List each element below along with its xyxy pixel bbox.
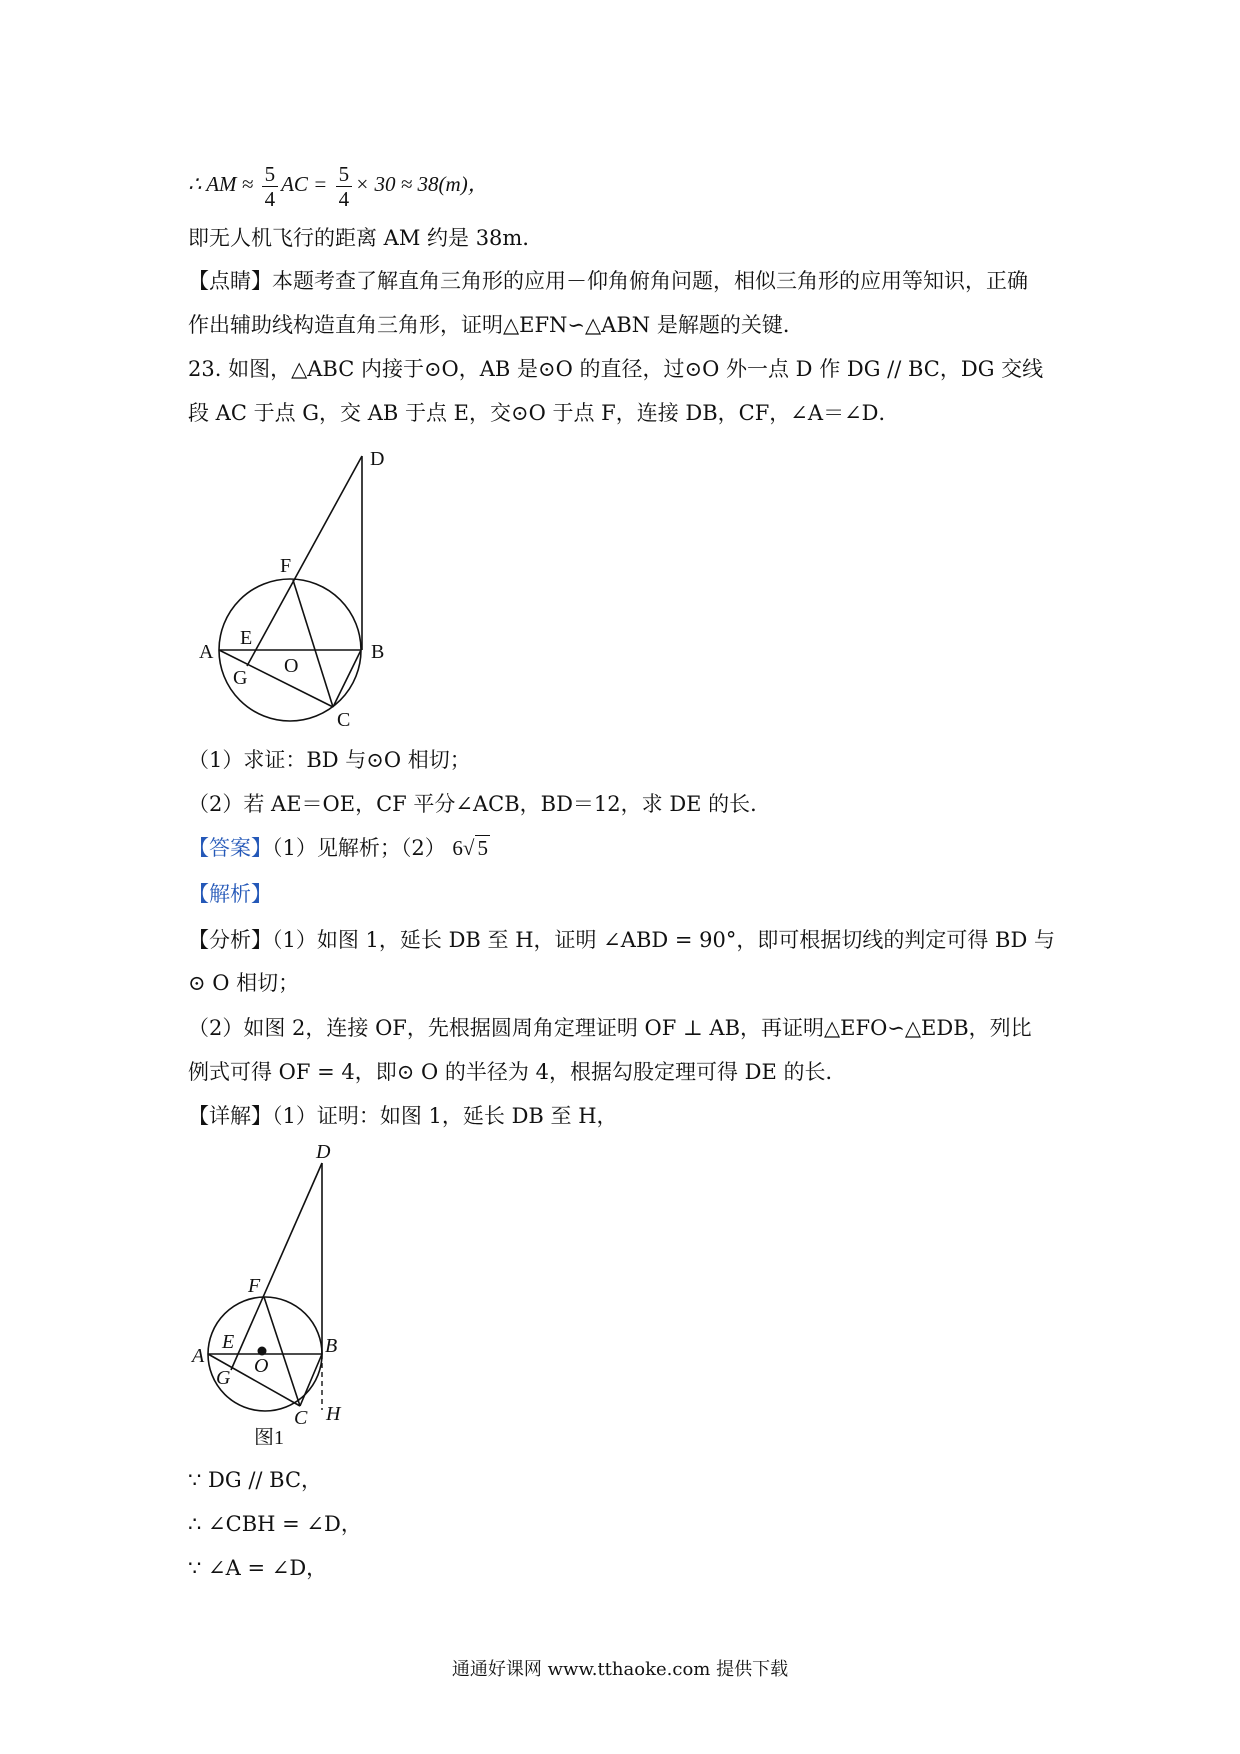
label-e: E xyxy=(240,627,253,649)
detail-line-1: 【详解】（1）证明：如图 1，延长 DB 至 H， xyxy=(188,1104,618,1128)
label-o: O xyxy=(284,655,299,677)
analysis-line-2: ⊙ O 相切； xyxy=(188,971,300,995)
question-1: （1）求证：BD 与⊙O 相切； xyxy=(188,748,471,772)
segment-bc xyxy=(333,650,361,707)
page-footer: 通通好课网 www.tthaoke.com 提供下载 xyxy=(451,1659,789,1680)
label-f-fig2: F xyxy=(248,1275,261,1297)
segment-bc-fig2 xyxy=(300,1354,322,1406)
problem-23-line-1: 23. 如图，△ABC 内接于⊙O，AB 是⊙O 的直径，过⊙O 外一点 D 作 DG // BC，DG 交线 xyxy=(188,357,1044,381)
label-a: A xyxy=(199,641,214,663)
label-b: B xyxy=(371,641,385,663)
fraction-1-numerator: 5 xyxy=(262,162,279,187)
analysis-line-3: （2）如图 2，连接 OF，先根据圆周角定理证明 OF ⊥ AB，再证明△EFO∽△EDB，列比 xyxy=(188,1016,1032,1040)
step-line-3: ∵ ∠A = ∠D， xyxy=(188,1556,328,1580)
segment-dg-fig2 xyxy=(231,1163,322,1370)
figure-1 xyxy=(190,445,440,735)
label-g: G xyxy=(233,667,248,689)
label-d: D xyxy=(370,448,385,470)
fraction-2-numerator: 5 xyxy=(336,162,353,187)
segment-dg xyxy=(247,456,362,666)
label-h-fig2: H xyxy=(326,1403,341,1425)
formula-mid: AC = xyxy=(281,172,333,196)
formula-tail: × 30 ≈ 38(m)， xyxy=(355,172,489,196)
figure-2-caption: 图1 xyxy=(254,1427,284,1445)
answer-text: （1）见解析；（2） xyxy=(272,836,453,860)
label-a-fig2: A xyxy=(192,1345,205,1367)
segment-fc-fig2 xyxy=(264,1297,300,1406)
answer-radicand: 5 xyxy=(477,836,488,860)
fraction-2 xyxy=(336,162,353,211)
analysis-line-4: 例式可得 OF = 4，即⊙ O 的半径为 4，根据勾股定理可得 DE 的长． xyxy=(188,1060,847,1084)
sqrt-sign: √ xyxy=(462,836,475,860)
label-f: F xyxy=(280,555,292,577)
label-o-fig2: O xyxy=(254,1355,269,1377)
formula-line-am xyxy=(188,160,489,211)
label-c: C xyxy=(337,709,351,731)
step-line-1: ∵ DG // BC， xyxy=(188,1468,323,1492)
fraction-1 xyxy=(262,162,279,211)
problem-23-line-2: 段 AC 于点 G，交 AB 于点 E，交⊙O 于点 F，连接 DB，CF，∠A＝∠D． xyxy=(188,401,900,425)
analysis-line-1: 【分析】（1）如图 1，延长 DB 至 H，证明 ∠ABD = 90°，即可根据切线的判定可得 BD 与 xyxy=(188,928,1055,952)
text-line-3: 【点睛】本题考查了解直角三角形的应用－仰角俯角问题，相似三角形的应用等知识，正确 xyxy=(188,269,1028,293)
step-line-2: ∴ ∠CBH = ∠D， xyxy=(188,1512,362,1536)
label-d-fig2: D xyxy=(316,1145,331,1163)
fraction-2-denominator: 4 xyxy=(338,186,350,211)
formula-prefix: ∴ AM ≈ xyxy=(188,172,259,196)
segment-fc xyxy=(293,580,333,707)
text-line-2: 即无人机飞行的距离 AM 约是 38m． xyxy=(188,226,544,250)
label-c-fig2: C xyxy=(294,1407,308,1429)
text-line-4: 作出辅助线构造直角三角形，证明△EFN∽△ABN 是解题的关键． xyxy=(188,313,804,337)
figure-2 xyxy=(190,1145,390,1445)
question-2: （2）若 AE＝OE，CF 平分∠ACB，BD＝12，求 DE 的长． xyxy=(188,792,772,816)
answer-tag: 【答案】 xyxy=(188,836,272,860)
answer-coefficient: 6 xyxy=(452,836,463,860)
fraction-1-denominator: 4 xyxy=(264,186,276,211)
label-b-fig2: B xyxy=(325,1335,338,1357)
analysis-tag: 【解析】 xyxy=(188,882,272,906)
label-g-fig2: G xyxy=(216,1367,231,1389)
label-e-fig2: E xyxy=(222,1331,235,1353)
answer-line xyxy=(188,833,490,863)
